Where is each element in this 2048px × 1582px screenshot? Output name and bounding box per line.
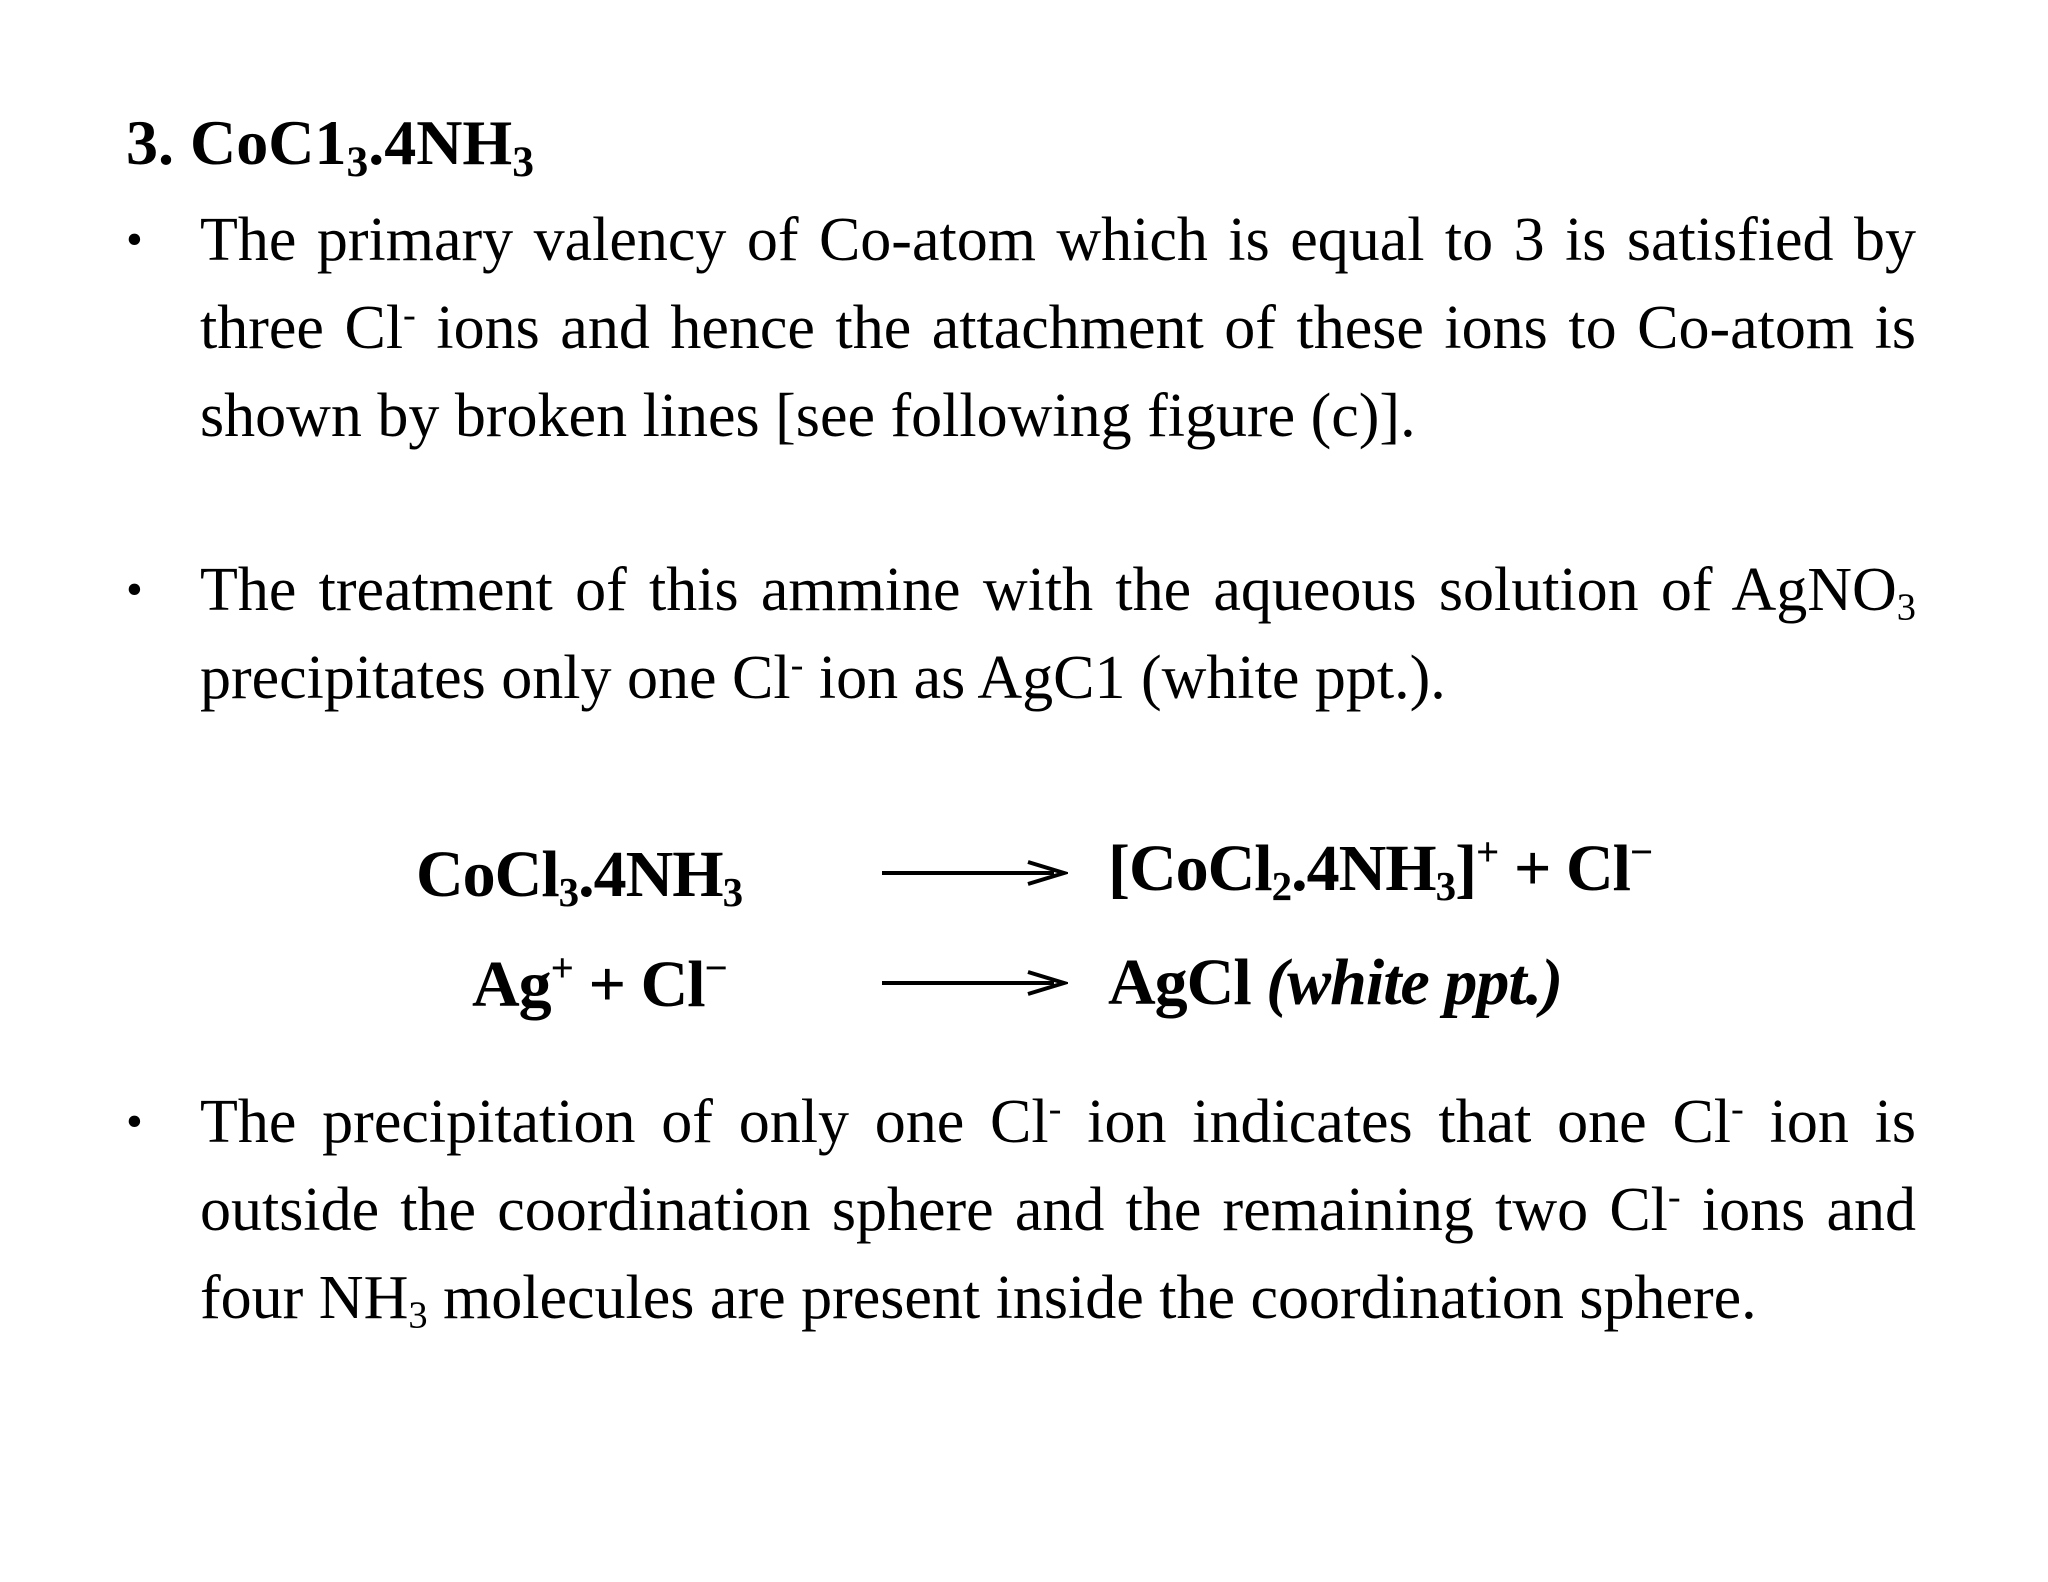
bullet-primary-valency xyxy=(126,196,1916,460)
bullet-marker: • xyxy=(126,563,143,616)
equation-2-product: AgCl (white ppt.) xyxy=(1108,946,1563,1019)
bullet-marker: • xyxy=(126,1095,143,1148)
equation-2-reactants: Ag+ + Cl− xyxy=(472,945,727,1021)
bullet-precipitation-conclusion xyxy=(126,1078,1916,1342)
bullet-text: The primary valency of Co-atom which is equal to 3 is satisfied by three Cl- ions and hence the attachment of these ions to Co-atom is shown by broken lines [see following figure (c)]. xyxy=(200,206,1916,450)
reaction-arrow-icon xyxy=(878,968,1068,998)
reaction-arrow-icon xyxy=(878,858,1068,888)
equation-1-reactant: $CoCl_3.4NH_3$ xyxy=(416,838,743,916)
slide-title: 3. $CoC1_3.4NH_3$ xyxy=(126,107,534,187)
bullet-agno3-treatment xyxy=(126,546,1916,722)
bullet-marker: • xyxy=(126,213,143,266)
equation-1-products: $[CoCl_2.4NH_3]^+ + Cl^-$ xyxy=(1108,829,1653,910)
bullet-text: The precipitation of only one Cl- ion indicates that one Cl- ion is outside the coordination sphere and the remaining two Cl- ions and four $NH_3$ molecules are present inside the coordination sphere. xyxy=(200,1087,1916,1337)
bullet-text: The treatment of this ammine with the aqueous solution of AgNO$_3$ precipitates only one Cl- ion as AgC1 (white ppt.). xyxy=(200,556,1916,712)
